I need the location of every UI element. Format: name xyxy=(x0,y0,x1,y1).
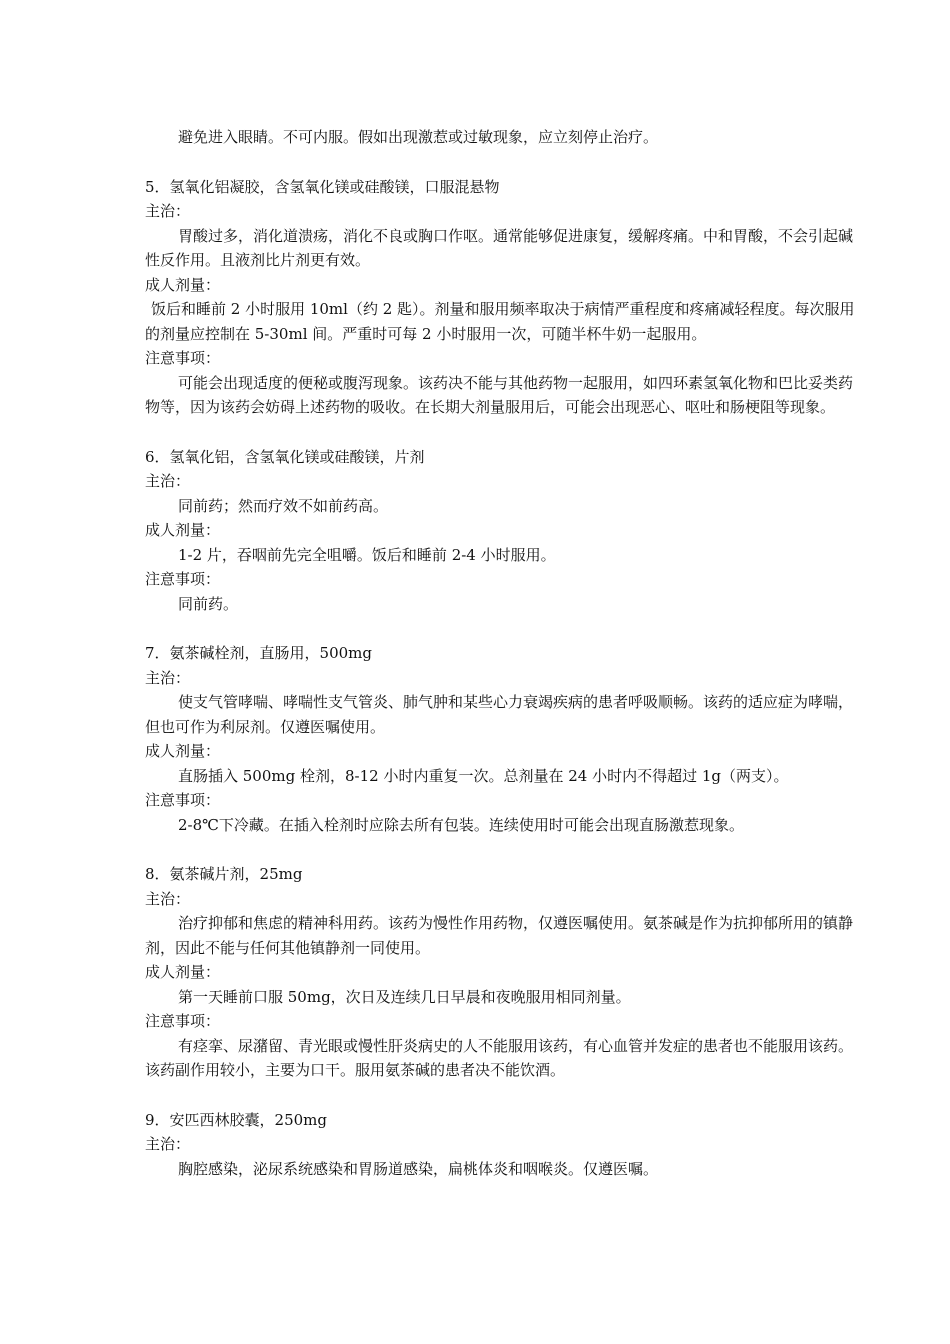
drug-section-6 xyxy=(145,445,865,617)
section-title: 5．氢氧化铝凝胶，含氢氧化镁或硅酸镁，口服混悬物 xyxy=(145,177,500,196)
indication-text: 使支气管哮喘、哮喘性支气管炎、肺气肿和某些心力衰竭疾病的患者呼吸顺畅。该药的适应症为哮喘，但也可作为利尿剂。仅遵医嘱使用。 xyxy=(145,693,854,736)
dose-label: 成人剂量： xyxy=(145,963,221,981)
section-title: 9．安匹西林胶囊，250mg xyxy=(145,1110,328,1129)
indication-text: 胸腔感染，泌尿系统感染和胃肠道感染，扁桃体炎和咽喉炎。仅遵医嘱。 xyxy=(178,1159,659,1178)
spacer xyxy=(145,837,865,862)
intro-paragraph: 避免进入眼睛。不可内服。假如出现激惹或过敏现象，应立刻停止治疗。 xyxy=(178,128,659,146)
indication-label: 主治： xyxy=(145,889,191,908)
indication-text: 同前药；然而疗效不如前药高。 xyxy=(178,496,389,515)
indication-label: 主治： xyxy=(145,202,191,220)
indication-text: 治疗抑郁和焦虑的精神科用药。该药为慢性作用药物，仅遵医嘱使用。氨茶碱是作为抗抑郁所用的镇静剂，因此不能与任何其他镇静剂一同使用。 xyxy=(145,914,854,957)
section-title: 8．氨茶碱片剂，25mg xyxy=(145,865,303,883)
dose-text: 饭后和睡前 2 小时服用 10ml（约 2 匙）。剂量和服用频率取决于病情严重程度和疼痛减轻程度。每次服用的剂量应控制在 5-30ml 间。严重时可每 2 小时服用一次，可随半杯牛奶一起服用。 xyxy=(145,300,855,343)
indication-label: 主治： xyxy=(145,472,191,490)
indication-label: 主治： xyxy=(145,668,191,687)
notes-label: 注意事项： xyxy=(145,791,221,809)
notes-label: 注意事项： xyxy=(145,1012,221,1030)
section-title: 7．氨茶碱栓剂，直肠用，500mg xyxy=(145,644,373,662)
spacer xyxy=(145,150,865,175)
dose-text: 直肠插入 500mg 栓剂，8-12 小时内重复一次。总剂量在 24 小时内不得超过 1g（两支）。 xyxy=(178,766,789,785)
spacer xyxy=(145,1083,865,1108)
drug-section-5 xyxy=(145,175,865,420)
indication-text: 胃酸过多，消化道溃疡，消化不良或胸口作呕。通常能够促进康复，缓解疼痛。中和胃酸，不会引起碱性反作用。且液剂比片剂更有效。 xyxy=(145,226,854,269)
notes-text: 2-8℃下冷藏。在插入栓剂时应除去所有包装。连续使用时可能会出现直肠激惹现象。 xyxy=(178,815,744,834)
section-title: 6．氢氧化铝，含氢氧化镁或硅酸镁，片剂 xyxy=(145,447,425,466)
drug-section-7 xyxy=(145,641,865,837)
notes-label: 注意事项： xyxy=(145,570,221,588)
spacer xyxy=(145,616,865,641)
indication-label: 主治： xyxy=(145,1135,191,1153)
document-page xyxy=(145,125,865,1181)
dose-label: 成人剂量： xyxy=(145,742,221,760)
drug-section-9 xyxy=(145,1108,865,1182)
spacer xyxy=(145,420,865,445)
notes-text: 同前药。 xyxy=(178,594,239,613)
notes-text: 有痉挛、尿潴留、青光眼或慢性肝炎病史的人不能服用该药，有心血管并发症的患者也不能服用该药。该药副作用较小，主要为口干。服用氨茶碱的患者决不能饮酒。 xyxy=(145,1036,854,1079)
drug-section-8 xyxy=(145,862,865,1083)
dose-text: 第一天睡前口服 50mg，次日及连续几日早晨和夜晚服用相同剂量。 xyxy=(178,987,631,1006)
dose-text: 1-2 片，吞咽前先完全咀嚼。饭后和睡前 2-4 小时服用。 xyxy=(178,545,556,564)
dose-label: 成人剂量： xyxy=(145,521,221,539)
notes-label: 注意事项： xyxy=(145,349,221,367)
notes-text: 可能会出现适度的便秘或腹泻现象。该药决不能与其他药物一起服用，如四环素氢氧化物和巴比妥类药物等，因为该药会妨碍上述药物的吸收。在长期大剂量服用后，可能会出现恶心、呕吐和肠梗阻等现象。 xyxy=(145,373,854,416)
dose-label: 成人剂量： xyxy=(145,275,221,294)
